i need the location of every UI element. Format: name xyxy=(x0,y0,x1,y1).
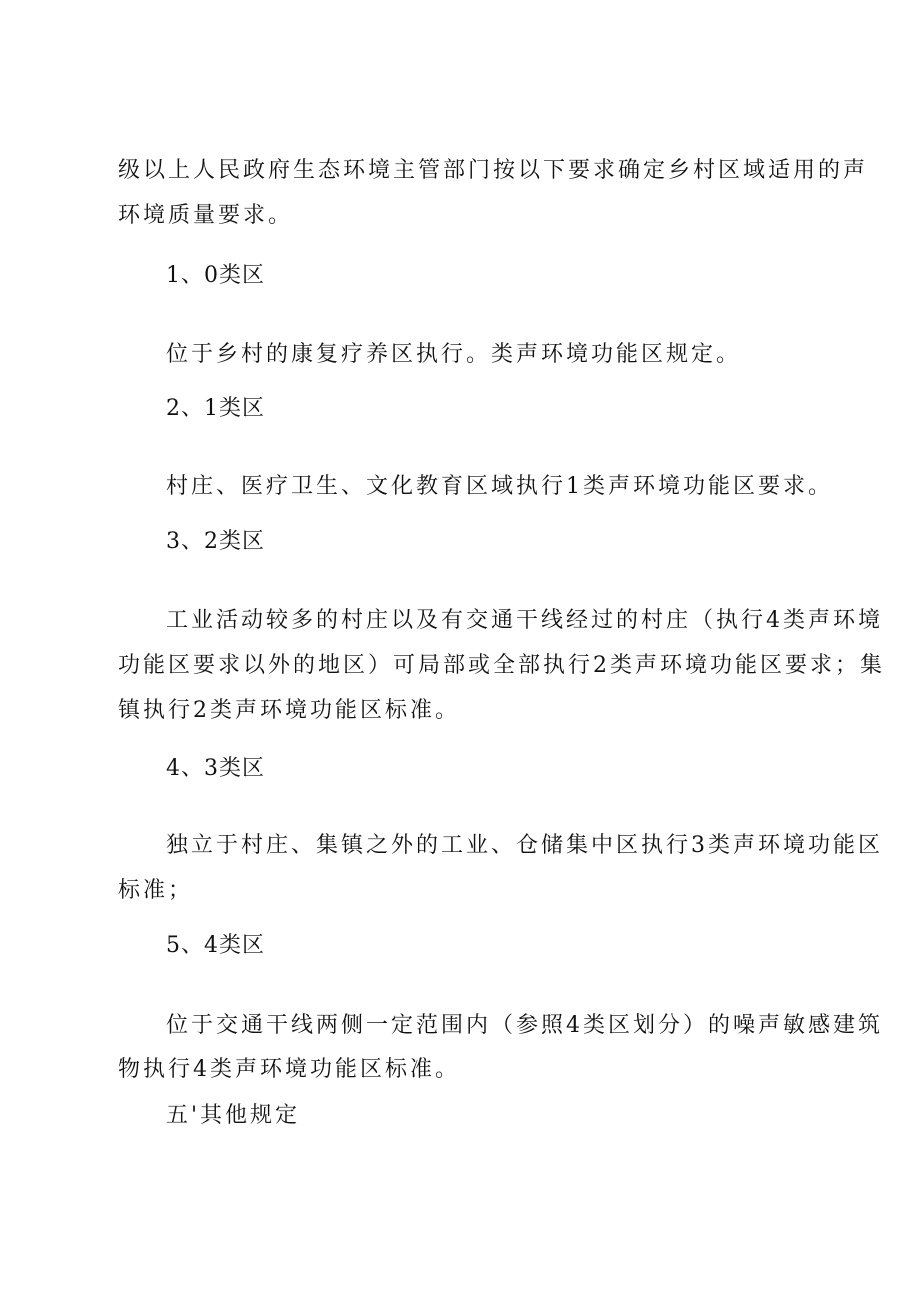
paragraph-line: 功能区要求以外的地区）可局部或全部执行2类声环境功能区要求；集 xyxy=(118,653,885,678)
section-heading: 2、1类区 xyxy=(166,396,265,421)
paragraph-line: 标准； xyxy=(118,878,194,903)
paragraph-line: 镇执行2类声环境功能区标准。 xyxy=(118,698,460,723)
section-heading: 3、2类区 xyxy=(166,529,265,554)
section-heading: 1、0类区 xyxy=(166,263,265,288)
paragraph-line: 工业活动较多的村庄以及有交通干线经过的村庄（执行4类声环境 xyxy=(166,608,883,633)
paragraph-line: 物执行4类声环境功能区标准。 xyxy=(118,1057,460,1082)
section-heading: 5、4类区 xyxy=(166,933,265,958)
paragraph-line: 位于交通干线两侧一定范围内（参照4类区划分）的噪声敏感建筑 xyxy=(166,1013,883,1038)
section-heading: 4、3类区 xyxy=(166,756,265,781)
section-heading: 五'其他规定 xyxy=(166,1103,301,1128)
paragraph-line: 位于乡村的康复疗养区执行。类声环境功能区规定。 xyxy=(166,342,742,367)
paragraph-line: 独立于村庄、集镇之外的工业、仓储集中区执行3类声环境功能区 xyxy=(166,833,883,858)
paragraph-line: 村庄、医疗卫生、文化教育区域执行1类声环境功能区要求。 xyxy=(166,474,833,499)
paragraph-line: 级以上人民政府生态环境主管部门按以下要求确定乡村区域适用的声 xyxy=(118,158,869,183)
paragraph-line: 环境质量要求。 xyxy=(118,203,294,228)
